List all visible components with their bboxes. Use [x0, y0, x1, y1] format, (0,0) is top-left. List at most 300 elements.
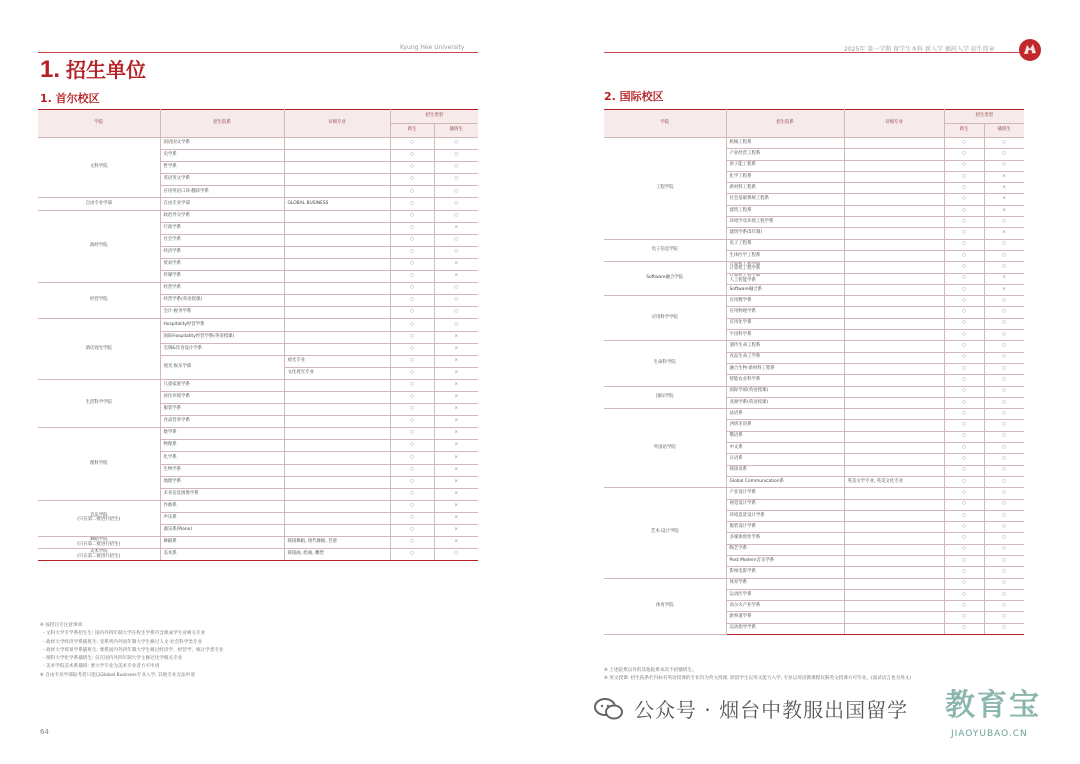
department-cell: 融合生物·新材料工程系	[726, 363, 844, 374]
running-header: Kyung Hee University	[400, 44, 465, 51]
th-department: 招生院系	[726, 110, 844, 138]
transfer-mark: ×	[434, 222, 478, 234]
transfer-mark: ○	[984, 397, 1024, 408]
major-cell	[844, 228, 944, 239]
department-cell: 俄语系	[726, 431, 844, 442]
major-cell	[844, 589, 944, 600]
department-cell: 高尔夫产业学系	[726, 601, 844, 612]
transfer-mark: ○	[984, 375, 1024, 386]
table-row	[38, 283, 478, 295]
new-student-mark: ○	[944, 284, 984, 295]
transfer-mark: ○	[984, 160, 1024, 171]
transfer-mark: ○	[984, 431, 1024, 442]
new-student-mark: ○	[390, 234, 434, 246]
major-cell	[844, 443, 944, 454]
department-cell: 应用化学系	[726, 318, 844, 329]
page-title-number: 1.	[40, 56, 61, 83]
new-student-mark: ○	[390, 549, 434, 561]
transfer-mark: ×	[434, 404, 478, 416]
new-student-mark: ○	[390, 162, 434, 174]
th-major: 详细专业	[284, 110, 390, 138]
new-student-mark: ○	[390, 512, 434, 524]
new-student-mark: ○	[944, 138, 984, 149]
department-cell: 贸易学系	[160, 258, 284, 270]
brand-watermark-url: JIAOYUBAO.CN	[951, 729, 1028, 739]
table-row	[38, 549, 478, 561]
transfer-mark: ×	[434, 258, 478, 270]
department-cell: 美术系	[160, 549, 284, 561]
department-cell: 产业设计学系	[726, 488, 844, 499]
department-cell: 韩国语系	[726, 465, 844, 476]
new-student-mark: ○	[944, 296, 984, 307]
new-student-mark: ○	[944, 352, 984, 363]
department-cell: 法语系	[726, 409, 844, 420]
transfer-mark: ×	[434, 379, 478, 391]
department-cell: 未来信息图像学系	[160, 488, 284, 500]
transfer-mark: ×	[434, 428, 478, 440]
department-cell: 观光·娱乐学部	[160, 355, 284, 379]
transfer-mark: ×	[434, 488, 478, 500]
department-cell: 居住环境学系	[160, 391, 284, 403]
department-cell: 作曲系	[160, 500, 284, 512]
department-cell: 自由专业学部	[160, 198, 284, 210]
new-student-mark: ○	[944, 330, 984, 341]
transfer-mark: ○	[984, 409, 1024, 420]
transfer-mark: ×	[984, 171, 1024, 182]
new-student-mark: ○	[944, 533, 984, 544]
major-cell	[844, 533, 944, 544]
department-cell: 环境造景设计学系	[726, 510, 844, 521]
major-cell: 英美文学专业, 英美文化专业	[844, 476, 944, 487]
table-row	[604, 341, 1024, 352]
new-student-mark: ○	[390, 174, 434, 186]
college-cell: 电子信息学院	[604, 239, 726, 262]
department-cell: 物理系	[160, 440, 284, 452]
new-student-mark: ○	[944, 589, 984, 600]
international-table-body	[604, 138, 1024, 635]
new-student-mark: ○	[390, 391, 434, 403]
new-student-mark: ○	[944, 307, 984, 318]
department-cell: 行政学系	[160, 222, 284, 234]
major-cell	[284, 150, 390, 162]
department-cell: 体育学系	[726, 578, 844, 589]
transfer-mark: ×	[434, 525, 478, 537]
transfer-mark: ○	[984, 217, 1024, 228]
note-line: - 理科大学化学系插班生: 仅在国内外四年制大学主修过化学相关专业	[40, 656, 183, 662]
major-cell	[284, 271, 390, 283]
major-cell	[844, 160, 944, 171]
new-student-mark: ○	[390, 283, 434, 295]
transfer-mark: ○	[434, 198, 478, 210]
department-cell: 中文系	[726, 443, 844, 454]
new-student-mark: ○	[390, 150, 434, 162]
new-student-mark: ○	[944, 250, 984, 261]
wechat-watermark	[594, 694, 908, 723]
transfer-mark: ×	[434, 331, 478, 343]
department-cell: 国际Hospitality经营学系(英语授课)	[160, 331, 284, 343]
table-row	[604, 409, 1024, 420]
major-cell	[844, 454, 944, 465]
department-cell: 计算机工程学部 人工智能学系	[726, 273, 844, 284]
major-cell	[284, 174, 390, 186]
department-cell: 影视电影学系	[726, 567, 844, 578]
new-student-mark: ○	[944, 183, 984, 194]
th-admission-type: 招生类型	[944, 110, 1024, 124]
department-cell: 日语系	[726, 454, 844, 465]
department-cell: 哲学系	[160, 162, 284, 174]
major-cell	[284, 331, 390, 343]
transfer-mark: ○	[984, 567, 1024, 578]
department-cell: 亚洲学系(英语授课)	[726, 397, 844, 408]
new-student-mark: ○	[944, 375, 984, 386]
major-cell	[844, 555, 944, 566]
note-line: ※ 自由专业学部报考者只能以Global Business专业入学, 其他专业无法申请	[40, 672, 195, 678]
transfer-mark: ○	[984, 363, 1024, 374]
note-line: ※ 英文授课: 招生院系栏内标有英语授课的专业均为英文授课, 原留学生以英文能力入学, 专业以英语教课程仅限英文授课方可毕业。(面试语言也为英文)	[604, 676, 912, 682]
transfer-mark: ○	[984, 465, 1024, 476]
new-student-mark: ○	[390, 500, 434, 512]
department-cell: 政治外交学系	[160, 210, 284, 222]
new-student-mark: ○	[944, 465, 984, 476]
department-cell: 器乐系(Piano)	[160, 525, 284, 537]
college-cell: 国际学院	[604, 386, 726, 409]
new-student-mark: ○	[944, 262, 984, 273]
major-cell	[844, 239, 944, 250]
transfer-mark: ○	[984, 330, 1024, 341]
department-cell: 烹调&饮食设计学系	[160, 343, 284, 355]
department-cell: 服装学系	[160, 404, 284, 416]
major-cell	[284, 379, 390, 391]
table-row	[604, 578, 1024, 589]
department-cell: 服装设计学系	[726, 522, 844, 533]
transfer-mark: ×	[434, 512, 478, 524]
table-row	[38, 210, 478, 222]
department-cell: 西班牙语系	[726, 420, 844, 431]
international-admission-table	[604, 109, 1024, 635]
table-row	[604, 296, 1024, 307]
major-cell	[844, 318, 944, 329]
college-cell: 美术学院 (只在第二批进行招生)	[38, 549, 160, 561]
new-student-mark: ○	[944, 194, 984, 205]
college-cell: 政经学院	[38, 210, 160, 283]
transfer-mark: ○	[434, 549, 478, 561]
major-cell: 韩国舞蹈, 现代舞蹈, 芭蕾	[284, 537, 390, 549]
new-student-mark: ○	[944, 205, 984, 216]
transfer-mark: ○	[984, 533, 1024, 544]
major-cell	[844, 205, 944, 216]
table-row	[38, 537, 478, 549]
major-cell	[844, 510, 944, 521]
th-department: 招生院系	[160, 110, 284, 138]
transfer-mark: ○	[434, 186, 478, 198]
department-cell: 环境学及环境工程学系	[726, 217, 844, 228]
new-student-mark: ○	[944, 488, 984, 499]
new-student-mark: ○	[944, 386, 984, 397]
section-title-international: 2. 国际校区	[604, 90, 664, 103]
page-number: 64	[40, 728, 49, 736]
transfer-mark: ○	[434, 246, 478, 258]
college-cell: 应用科学学院	[604, 296, 726, 341]
department-cell: Post Modern音乐学系	[726, 555, 844, 566]
department-cell: 生体医学工程系	[726, 250, 844, 261]
department-cell: 计算机工程学部 计算机工程学系	[726, 262, 844, 273]
new-student-mark: ○	[944, 544, 984, 555]
new-student-mark: ○	[390, 476, 434, 488]
department-cell: 经营学系(英语授课)	[160, 295, 284, 307]
new-student-mark: ○	[390, 186, 434, 198]
college-cell: 文科学院	[38, 138, 160, 198]
department-cell: 电子工程系	[726, 239, 844, 250]
department-cell: 产业经营工程系	[726, 149, 844, 160]
note-line: - 美术学院美术系插班: 要大学专业为美术专业者方可申请	[40, 664, 160, 670]
new-student-mark: ○	[390, 440, 434, 452]
department-cell: 儿童家族学系	[160, 379, 284, 391]
new-student-mark: ○	[944, 578, 984, 589]
new-student-mark: ○	[944, 160, 984, 171]
department-cell: 建筑学系(5年制)	[726, 228, 844, 239]
new-student-mark: ○	[944, 567, 984, 578]
college-cell: 酒店观光学院	[38, 319, 160, 379]
th-admission-type: 招生类型	[390, 110, 478, 124]
new-student-mark: ○	[390, 307, 434, 319]
department-cell: Global Communication系	[726, 476, 844, 487]
department-cell: 智能农业科学系	[726, 375, 844, 386]
running-header: 2025年 第一学期 留学生本科 新入学 插班入学 招生简章	[844, 46, 995, 53]
transfer-mark: ○	[984, 138, 1024, 149]
new-student-mark: ○	[944, 443, 984, 454]
transfer-mark: ○	[984, 318, 1024, 329]
table-row	[38, 138, 478, 150]
transfer-mark: ○	[984, 307, 1024, 318]
department-cell: 食品营养学系	[160, 416, 284, 428]
department-cell: 社会学系	[160, 234, 284, 246]
college-cell: 外国语学院	[604, 409, 726, 488]
department-cell: 国际学部(英语授课)	[726, 386, 844, 397]
page-title	[40, 54, 146, 84]
transfer-mark: ×	[434, 452, 478, 464]
department-cell: 数学系	[160, 428, 284, 440]
department-cell: 新材料工程系	[726, 183, 844, 194]
transfer-mark: ○	[984, 443, 1024, 454]
college-cell: 自由专业学部	[38, 198, 160, 210]
department-cell: Hospitality经营学系	[160, 319, 284, 331]
transfer-mark: ○	[434, 295, 478, 307]
new-student-mark: ○	[390, 379, 434, 391]
major-cell	[284, 258, 390, 270]
new-student-mark: ○	[944, 522, 984, 533]
th-transfer: 插班生	[434, 124, 478, 138]
transfer-mark: ○	[984, 386, 1024, 397]
watermark-text: 公众号 · 烟台中教服出国留学	[634, 698, 909, 722]
transfer-mark: ○	[434, 162, 478, 174]
brand-watermark-big: 教育宝	[945, 688, 1041, 723]
transfer-mark: ○	[984, 623, 1024, 634]
major-cell	[844, 363, 944, 374]
college-cell: Software融合学院	[604, 262, 726, 296]
transfer-mark: ×	[984, 205, 1024, 216]
transfer-mark: ×	[434, 464, 478, 476]
department-cell: 化学工程系	[726, 171, 844, 182]
note-line: - 文科大学专学系招生生: 国内外四年制大学在校生学系内含课成学专业相关专业	[40, 631, 206, 637]
notes-left	[40, 622, 480, 680]
transfer-mark: ×	[434, 416, 478, 428]
new-student-mark: ○	[944, 476, 984, 487]
major-cell	[284, 283, 390, 295]
major-cell	[844, 171, 944, 182]
transfer-mark: ○	[984, 250, 1024, 261]
new-student-mark: ○	[390, 138, 434, 150]
department-cell: 运动指导学系	[726, 623, 844, 634]
major-cell	[844, 567, 944, 578]
major-cell	[844, 330, 944, 341]
college-cell: 舞蹈学院 (只在第二批进行招生)	[38, 537, 160, 549]
department-cell: 化学系	[160, 452, 284, 464]
transfer-mark: ×	[434, 391, 478, 403]
transfer-mark: ○	[984, 352, 1024, 363]
department-cell: 建筑工程系	[726, 205, 844, 216]
transfer-mark: ×	[984, 194, 1024, 205]
transfer-mark: ○	[984, 262, 1024, 273]
department-cell: 传媒学系	[160, 271, 284, 283]
department-cell: 应用物理学系	[726, 307, 844, 318]
note-line: ※ 按招目专注意事项	[40, 623, 83, 628]
transfer-mark: ○	[984, 578, 1024, 589]
table-row	[38, 500, 478, 512]
transfer-mark: ○	[984, 420, 1024, 431]
transfer-mark: ○	[984, 296, 1024, 307]
major-cell: 观光专业	[284, 355, 390, 367]
header-rule	[604, 52, 1024, 53]
major-cell	[284, 210, 390, 222]
transfer-mark: ○	[984, 476, 1024, 487]
new-student-mark: ○	[944, 612, 984, 623]
major-cell	[844, 307, 944, 318]
transfer-mark: ○	[984, 555, 1024, 566]
major-cell	[284, 343, 390, 355]
transfer-mark: ×	[434, 537, 478, 549]
major-cell	[284, 440, 390, 452]
transfer-mark: ×	[984, 284, 1024, 295]
table-row	[38, 428, 478, 440]
department-cell: 史学系	[160, 150, 284, 162]
transfer-mark: ○	[434, 319, 478, 331]
new-student-mark: ○	[944, 273, 984, 284]
department-cell: 跆拳道学系	[726, 612, 844, 623]
new-student-mark: ○	[944, 601, 984, 612]
department-cell: 经营学系	[160, 283, 284, 295]
transfer-mark: ○	[434, 283, 478, 295]
college-cell: 经营学院	[38, 283, 160, 319]
major-cell	[844, 296, 944, 307]
new-student-mark: ○	[944, 397, 984, 408]
new-student-mark: ○	[944, 623, 984, 634]
transfer-mark: ○	[984, 510, 1024, 521]
major-cell	[844, 578, 944, 589]
department-cell: 宇宙科学系	[726, 330, 844, 341]
table-row	[604, 239, 1024, 250]
new-student-mark: ○	[944, 499, 984, 510]
major-cell	[284, 391, 390, 403]
major-cell	[844, 194, 944, 205]
new-student-mark: ○	[390, 416, 434, 428]
department-cell: 多媒体创作学系	[726, 533, 844, 544]
major-cell	[844, 183, 944, 194]
transfer-mark: ×	[984, 273, 1024, 284]
transfer-mark: ×	[434, 500, 478, 512]
new-student-mark: ○	[390, 319, 434, 331]
new-student-mark: ○	[390, 355, 434, 367]
right-page	[540, 0, 1080, 764]
new-student-mark: ○	[390, 222, 434, 234]
major-cell	[844, 420, 944, 431]
major-cell	[844, 623, 944, 634]
transfer-mark: ○	[984, 589, 1024, 600]
transfer-mark: ○	[434, 234, 478, 246]
th-transfer: 插班生	[984, 124, 1024, 138]
major-cell	[844, 431, 944, 442]
table-row	[38, 319, 478, 331]
new-student-mark: ○	[944, 510, 984, 521]
major-cell: GLOBAL BUSINESS	[284, 198, 390, 210]
major-cell	[844, 284, 944, 295]
seoul-table-body	[38, 138, 478, 561]
department-cell: 运动医学系	[726, 589, 844, 600]
transfer-mark: ○	[434, 174, 478, 186]
department-cell: Software融合系	[726, 284, 844, 295]
new-student-mark: ○	[944, 363, 984, 374]
major-cell	[284, 428, 390, 440]
table-row	[604, 386, 1024, 397]
new-student-mark: ○	[390, 210, 434, 222]
transfer-mark: ○	[984, 544, 1024, 555]
department-cell: 地理学系	[160, 476, 284, 488]
page-title-text: 招生单位	[66, 58, 147, 82]
new-student-mark: ○	[944, 431, 984, 442]
college-cell: 理科学院	[38, 428, 160, 501]
college-cell: 艺术·设计学院	[604, 488, 726, 578]
new-student-mark: ○	[944, 217, 984, 228]
transfer-mark: ○	[984, 488, 1024, 499]
new-student-mark: ○	[944, 239, 984, 250]
major-cell	[844, 262, 944, 273]
transfer-mark: ×	[434, 271, 478, 283]
college-cell: 体育学院	[604, 578, 726, 634]
department-cell: 应用英语口译·翻译学系	[160, 186, 284, 198]
major-cell	[844, 465, 944, 476]
new-student-mark: ○	[390, 428, 434, 440]
major-cell	[284, 138, 390, 150]
major-cell	[284, 464, 390, 476]
major-cell	[284, 234, 390, 246]
new-student-mark: ○	[390, 271, 434, 283]
transfer-mark: ○	[434, 307, 478, 319]
major-cell	[844, 375, 944, 386]
department-cell: 国语国文学系	[160, 138, 284, 150]
seoul-admission-table	[38, 109, 478, 561]
major-cell	[284, 404, 390, 416]
major-cell: 文化观光专业	[284, 367, 390, 379]
college-cell: 生活科学学院	[38, 379, 160, 427]
major-cell	[284, 500, 390, 512]
major-cell: 韩国画, 绘画, 雕塑	[284, 549, 390, 561]
wechat-icon	[594, 698, 624, 720]
transfer-mark: ○	[984, 149, 1024, 160]
transfer-mark: ○	[984, 341, 1024, 352]
major-cell	[844, 522, 944, 533]
table-row	[38, 198, 478, 210]
header-rule	[38, 52, 478, 53]
major-cell	[844, 138, 944, 149]
